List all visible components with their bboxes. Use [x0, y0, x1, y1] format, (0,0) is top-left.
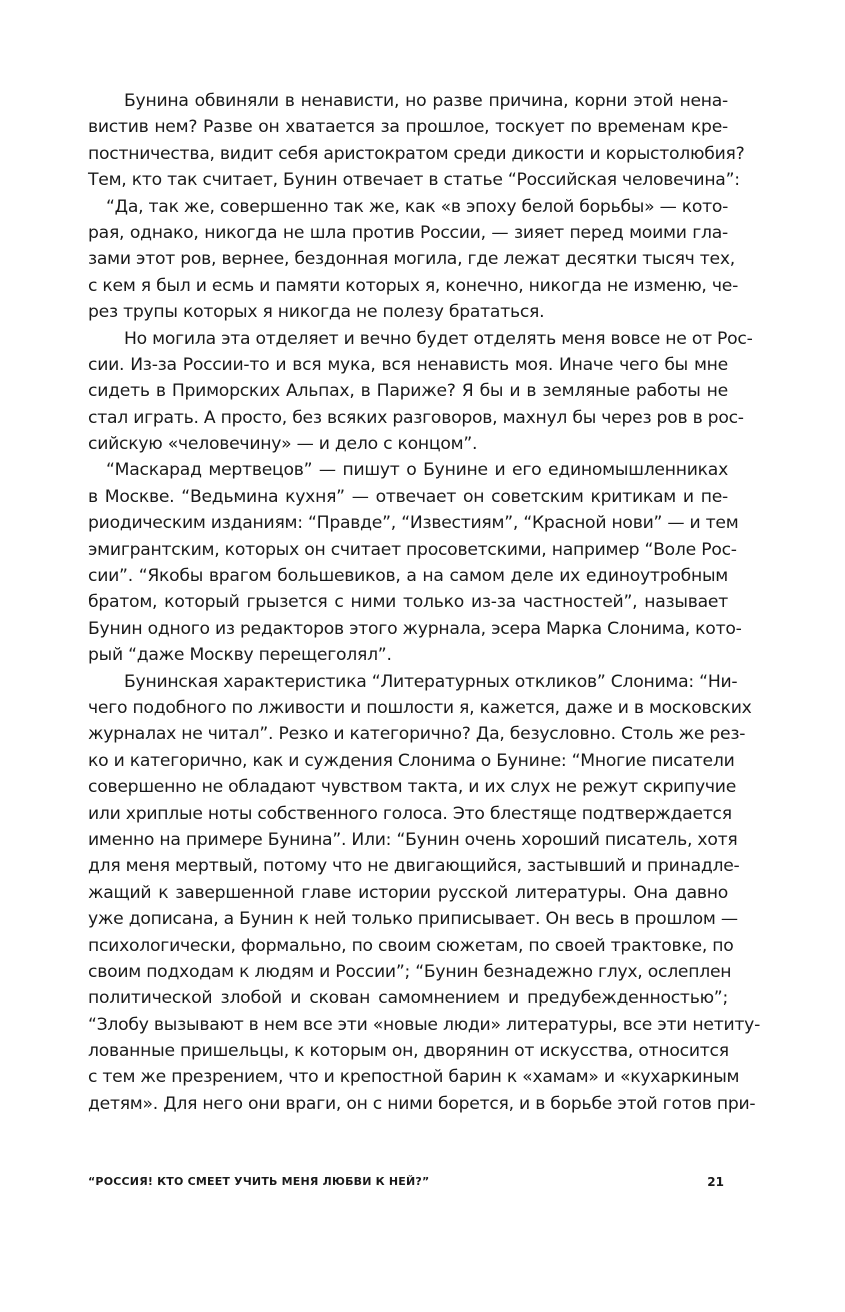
- text-line: жащий к завершенной главе истории русской литературы. Она давно: [88, 882, 728, 903]
- text-line: сии. Из-за России-то и вся мука, вся ненависть моя. Иначе чего бы мне: [88, 354, 728, 375]
- text-line: именно на примере Бунина”. Или: “Бунин очень хороший писатель, хотя: [88, 829, 738, 850]
- text-line: рый “даже Москву перещеголял”.: [88, 645, 392, 666]
- text-line: сии”. “Якобы врагом большевиков, а на самом деле их единоутробным: [88, 566, 728, 587]
- text-line: Бунина обвиняли в ненависти, но разве причина, корни этой нена-: [124, 91, 728, 111]
- text-line: ко и категорично, как и суждения Слонима о Бунине: “Многие писатели: [88, 750, 735, 771]
- text-line: стал играть. А просто, без всяких разговоров, махнул бы через ров в рос-: [88, 407, 744, 428]
- text-line: политической злобой и скован самомнением и предубежденностью”;: [88, 988, 728, 1009]
- text-line: своим подходам к людям и России”; “Бунин безнадежно глух, ослеплен: [88, 961, 732, 982]
- page-number: 21: [707, 1175, 724, 1189]
- text-line: с тем же презрением, что и крепостной барин к «хамам» и «кухаркиным: [88, 1067, 740, 1088]
- text-line: детям». Для него они враги, он с ними борется, и в борьбе этой готов при-: [88, 1093, 756, 1114]
- text-line: рая, однако, никогда не шла против России, — зияет перед моими гла-: [88, 222, 728, 243]
- running-title: “РОССИЯ! КТО СМЕЕТ УЧИТЬ МЕНЯ ЛЮБВИ К НЕЙ?”: [88, 1175, 430, 1188]
- text-line: совершенно не обладают чувством такта, и их слух не режут скрипучие: [88, 777, 737, 798]
- text-line: психологически, формально, по своим сюжетам, по своей трактовке, по: [88, 935, 734, 956]
- text-line: для меня мертвый, потому что не двигающийся, застывший и принадле-: [88, 856, 740, 877]
- text-line: “Злобу вызывают в нем все эти «новые люди» литературы, все эти нетиту-: [88, 1014, 761, 1035]
- text-line: Бунин одного из редакторов этого журнала, эсера Марка Слонима, кото-: [88, 618, 742, 639]
- text-line: в Москве. “Ведьмина кухня” — отвечает он советским критикам и пе-: [88, 486, 728, 507]
- text-line: сидеть в Приморских Альпах, в Париже? Я бы и в земляные работы не: [88, 381, 728, 402]
- text-line: чего подобного по лживости и пошлости я, кажется, даже и в московских: [88, 697, 752, 718]
- text-line: рез трупы которых я никогда не полезу брататься.: [88, 302, 545, 323]
- text-line: эмигрантским, которых он считает просоветскими, например “Воле Рос-: [88, 539, 737, 560]
- text-line: “Маскарад мертвецов” — пишут о Бунине и его единомышленниках: [106, 460, 728, 481]
- text-line: сийскую «человечину» — и дело с концом”.: [88, 434, 478, 455]
- page-footer: [88, 1172, 728, 1192]
- text-line: Тем, кто так считает, Бунин отвечает в статье “Российская человечина”:: [88, 170, 740, 191]
- text-line: уже дописана, а Бунин к ней только приписывает. Он весь в прошлом —: [88, 909, 738, 930]
- text-line: риодическим изданиям: “Правде”, “Известиям”, “Красной нови” — и тем: [88, 513, 739, 534]
- text-line: с кем я был и есмь и памяти которых я, конечно, никогда не изменю, че-: [88, 275, 739, 296]
- text-line: или хриплые ноты собственного голоса. Это блестяще подтверждается: [88, 803, 732, 824]
- text-line: братом, который грызется с ними только из-за частностей”, называет: [88, 592, 728, 613]
- text-line: журналах не читал”. Резко и категорично? Да, безусловно. Столь же рез-: [88, 724, 746, 745]
- body-text: [88, 88, 761, 1117]
- text-line: зами этот ров, вернее, бездонная могила, где лежат десятки тысяч тех,: [88, 249, 736, 270]
- text-line: “Да, так же, совершенно так же, как «в эпоху белой борьбы» — кото-: [106, 196, 729, 217]
- text-line: постничества, видит себя аристократом среди дикости и корыстолюбия?: [88, 143, 745, 164]
- text-line: Но могила эта отделяет и вечно будет отделять меня вовсе не от Рос-: [124, 328, 753, 349]
- text-line: лованные пришельцы, к которым он, дворянин от искусства, относится: [88, 1041, 729, 1062]
- text-line: Бунинская характеристика “Литературных откликов” Слонима: “Ни-: [124, 671, 738, 692]
- text-line: вистив нем? Разве он хватается за прошлое, тоскует по временам кре-: [88, 117, 728, 138]
